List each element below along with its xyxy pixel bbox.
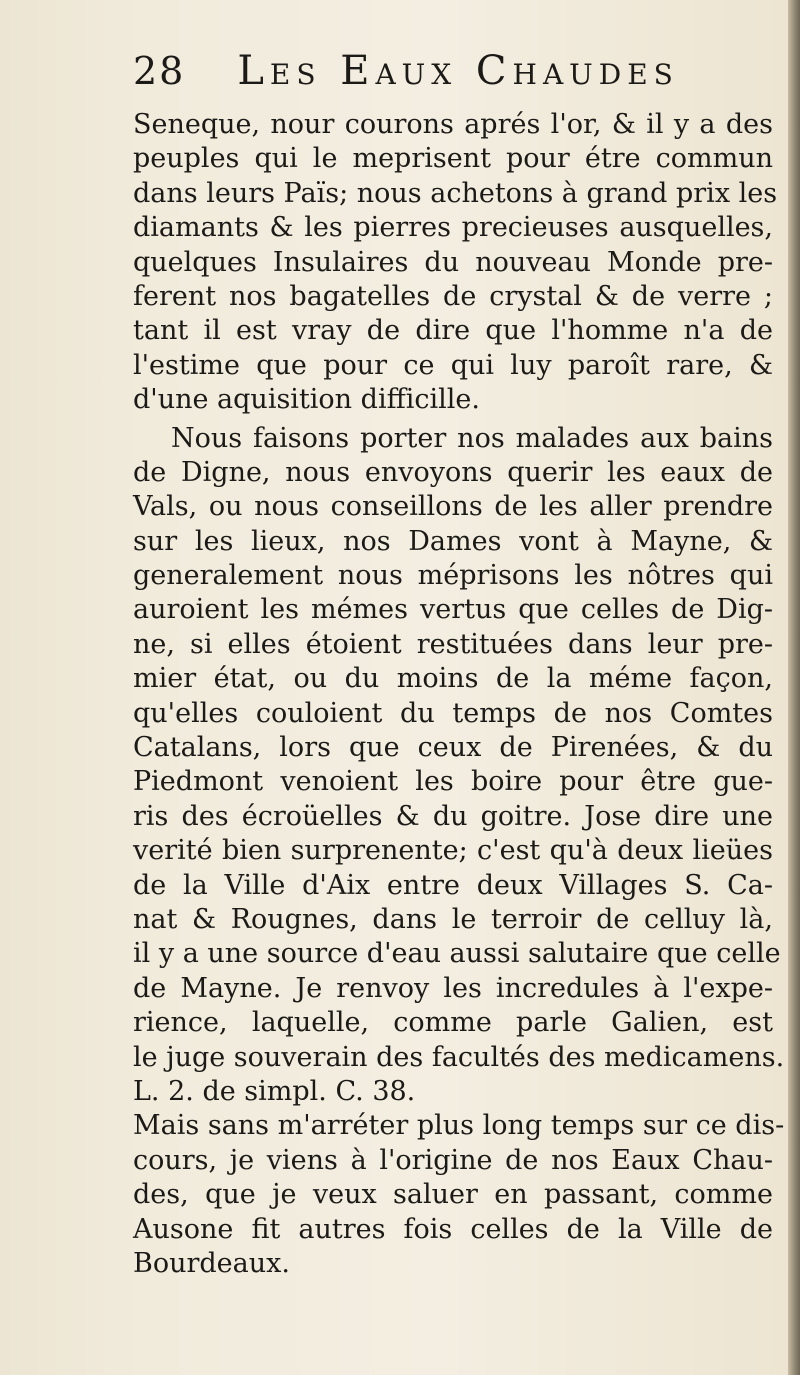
text-line: nat & Rougnes, dans le terroir de celluy là, — [133, 903, 773, 935]
text-line: dans leurs Païs; nous achetons à grand prix les — [133, 177, 778, 209]
text-line: qu'elles couloient du temps de nos Comtes — [133, 697, 773, 729]
text-block — [133, 48, 785, 1281]
text-line: auroient les mémes vertus que celles de Dig- — [133, 594, 773, 626]
page-number: 28 — [133, 49, 186, 93]
text-line: generalement nous méprisons les nôtres qui — [133, 560, 773, 592]
text-line: ne, si elles étoient restituées dans leur pre- — [133, 628, 773, 660]
text-line: Bourdeaux. — [133, 1247, 290, 1279]
paragraph-1 — [133, 108, 778, 418]
text-line: peuples qui le meprisent pour étre commun — [133, 143, 773, 175]
paragraph-2 — [133, 422, 785, 1110]
text-line: de la Ville d'Aix entre deux Villages S. Ca- — [133, 869, 773, 901]
text-line: il y a une source d'eau aussi salutaire que celle — [133, 938, 781, 970]
page-edge — [788, 0, 800, 1375]
running-title: Les Eaux Chaudes — [237, 48, 679, 94]
text-line: de Digne, nous envoyons querir les eaux de — [133, 456, 773, 488]
text-line: d'une aquisition difficille. — [133, 384, 480, 416]
text-line: Catalans, lors que ceux de Pirenées, & du — [133, 732, 773, 764]
text-line: verité bien surprenente; c'est qu'à deux lieües — [133, 835, 773, 867]
text-line: le juge souverain des facultés des medicamens. — [133, 1041, 785, 1073]
running-head — [133, 48, 773, 108]
text-line: ris des écroüelles & du goitre. Jose dire une — [133, 800, 773, 832]
text-line: L. 2. de simpl. C. 38. — [133, 1075, 416, 1107]
text-line: Piedmont venoient les boire pour être gue- — [133, 766, 773, 798]
paragraph-3 — [133, 1109, 785, 1281]
text-line: diamants & les pierres precieuses ausquelles, — [133, 212, 773, 244]
text-line: sur les lieux, nos Dames vont à Mayne, & — [133, 525, 773, 557]
text-line: ferent nos bagatelles de crystal & de verre ; — [133, 280, 773, 312]
text-line: mier état, ou du moins de la méme façon, — [133, 663, 773, 695]
text-line: Vals, ou nous conseillons de les aller prendre — [133, 491, 773, 523]
text-line: tant il est vray de dire que l'homme n'a de — [133, 315, 773, 347]
text-line: de Mayne. Je renvoy les incredules à l'expe- — [133, 972, 773, 1004]
text-line: Mais sans m'arréter plus long temps sur ce dis- — [133, 1110, 785, 1142]
text-line: des, que je veux saluer en passant, comme — [133, 1179, 773, 1211]
text-line: rience, laquelle, comme parle Galien, est — [133, 1007, 773, 1039]
text-line: Nous faisons porter nos malades aux bains — [171, 422, 773, 454]
text-line: Seneque, nour courons aprés l'or, & il y a des — [133, 109, 773, 140]
text-line: cours, je viens à l'origine de nos Eaux Chau- — [133, 1144, 773, 1176]
text-line: l'estime que pour ce qui luy paroît rare, & — [133, 349, 773, 381]
text-line: quelques Insulaires du nouveau Monde pre- — [133, 246, 773, 278]
text-line: Ausone fit autres fois celles de la Ville de — [133, 1213, 773, 1245]
